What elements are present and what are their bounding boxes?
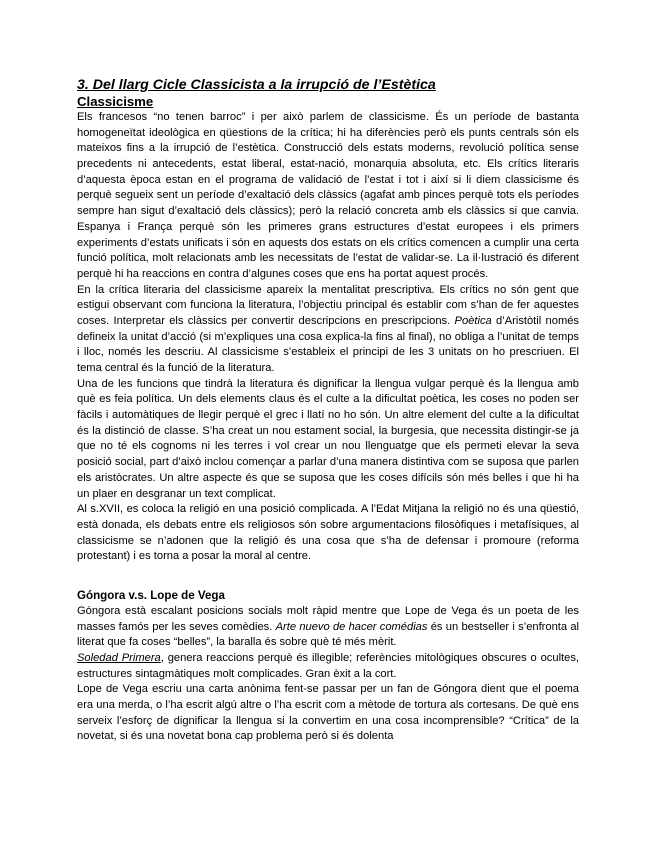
paragraph-text: Una de les funcions que tindrà la literatura és dignificar la llengua vulgar perquè és la llengua amb què es feia política. Un dels elements claus és el culte a la dificultat poètica, les coses no poden ser fàcils i automàtiques de llegir perquè el grec i llatí no ho són. Un altre element del culte a la dificultat és la distinció de classe. S’ha creat un nou estament social, la burgesia, que necessita distingir-se ja que no té els cognoms ni les terres i vol crear un nou llenguatge que els permeti elevar la seva posició social, part d’això inclou començar a parlar d’una manera distintiva com se suposa que parlen els aristòcrates. Un altre aspecte és que se suposa que les coses difícils són més belles i que hi ha un plaer en desgranar un text complicat. — [77, 377, 579, 500]
paragraph — [77, 604, 579, 651]
paragraph — [77, 651, 579, 682]
paragraph — [77, 377, 579, 503]
paragraph — [77, 283, 579, 377]
paragraph-text: Els francesos “no tenen barroc” i per això parlem de classicisme. És un període de bastanta homogeneïtat ideològica en qüestions de la crítica; hi ha diferències però els punts centrals són els mateixos fins a la irrupció de l’estètica. Construcció dels estats moderns, revolució política sense precedents ni antecedents, estat liberal, estat-nació, monarquia absoluta, etc. Els crítics literaris d’aquesta època estan en el programa de validació de l’estat i tot i així si li diem classicisme és perquè segueix sent un període d’exaltació dels clàssics (agafat amb pinces perquè tots els períodes sempre han sigut d’exaltació dels clàssics); però la relació concreta amb els clàssics si que canvia. Espanya i França perquè són les primeres grans estructures d’estat europees i els primers experiments d’estats unificats i són en aquests dos estats on els crítics comencen a cumplir una certa funció política, molt relacionats amb les necessitats de l’estat de validar-se. La il·lustració és diferent perquè hi ha reaccions en contra d’algunes coses que ens ha portat aquest procés. — [77, 111, 579, 280]
paragraph-text: Al s.XVII, es coloca la religió en una posició complicada. A l’Edat Mitjana la religió no és una qüestió, està donada, els debats entre els religiosos són sobre argumentacions filosòfiques i metafísiques, al classicisme se n’adonen que la religió és una cosa que s’ha de defensar i promoure (reforma protestant) i es torna a posar la moral al centre. — [77, 503, 579, 563]
section-classicisme — [77, 94, 579, 565]
section-heading: Góngora v.s. Lope de Vega — [77, 588, 225, 602]
book-title: Soledad Primera — [77, 652, 161, 664]
section-gap — [77, 565, 579, 588]
book-title: Poètica — [454, 314, 492, 327]
document-page — [77, 76, 579, 745]
section-heading: Classicisme — [77, 94, 154, 109]
paragraph — [77, 110, 579, 283]
paragraph — [77, 502, 579, 565]
section-gongora — [77, 588, 579, 745]
paragraph-text: és un bestseller i s’enfronta al literat que fa coses “belles”, la baralla és sobre què té més mèrit. — [77, 620, 580, 649]
paragraph-text: , genera reaccions perquè és illegible; referències mitològiques obscures o ocultes, estructures sintagmàtiques molt complicades. Gran èxit a la cort. — [77, 652, 579, 680]
book-title: Arte nuevo de hacer comédias — [275, 620, 428, 633]
paragraph-text: En la crítica literaria del classicisme apareix la mentalitat prescriptiva. Els crítics no són gent que estigui observant com funciona la literatura, l’objectiu principal és establir com s’han de fer aquestes coses. Interpretar els clàssics per convertir descripcions en prescripcions. — [77, 283, 579, 327]
paragraph-text: d’Aristòtil només defineix la unitat d’acció (si m’expliques una cosa explica-la fins al final), no obliga a l’unitat de temps i lloc, només les descriu. Al classicisme s’estableix el principi de les 3 unitats on ho prescriuen. El tema central és la funció de la literatura. — [77, 314, 579, 374]
paragraph — [77, 682, 579, 745]
paragraph-text: Lope de Vega escriu una carta anònima fent-se passar per un fan de Góngora dient que el poema era una merda, o l’ha escrit algú altre o l’ha escrit com a mètode de tortura als cortesans. De què ens serveix l’esforç de dignificar la llengua si la convertim en una cosa incomprensible? “Crítica” de la novetat, si és una novetat bona cap problema però si és dolenta — [77, 683, 579, 743]
document-title: 3. Del llarg Cicle Classicista a la irrupció de l’Estètica — [77, 77, 436, 93]
paragraph-text: Góngora està escalant posicions socials molt ràpid mentre que Lope de Vega és un poeta de les masses famós per les seves comèdies. — [77, 604, 579, 633]
